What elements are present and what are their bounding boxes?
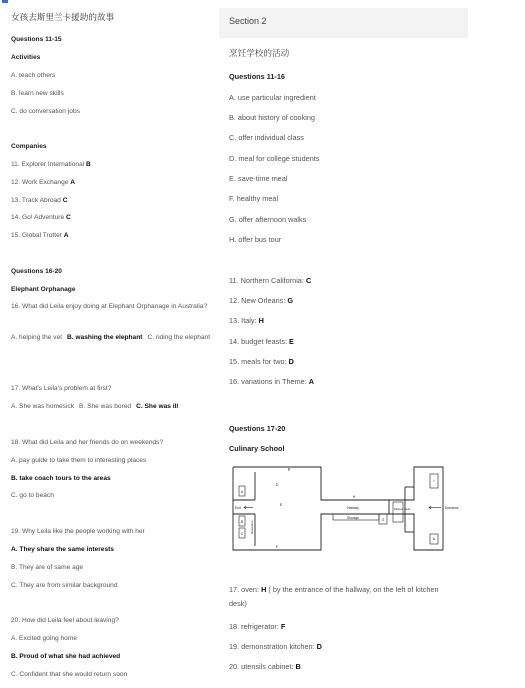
section-header: [219, 8, 468, 38]
map-letter-a: A: [240, 490, 244, 494]
option-item: B. about history of cooking: [229, 113, 315, 122]
q18-option: A. pay guide to take them to interesting places: [11, 457, 147, 464]
map-entrance-label: Entrance: [445, 506, 459, 510]
answer-item: 11. Northern California: C: [229, 276, 312, 285]
option-item: G. offer afternoon walks: [229, 215, 307, 224]
q11-16-heading: Questions 11-16: [229, 72, 285, 81]
q20-option: B. Proud of what she had achieved: [11, 653, 121, 660]
activity-item: A. teach others: [11, 72, 56, 79]
q16-options: A. helping the vet B. washing the elephant C. riding the elephant: [11, 334, 211, 341]
q18-answer: 18. refrigerator: F: [229, 622, 286, 631]
q18-option: B. take coach tours to the areas: [11, 475, 111, 482]
q19-option: C. They are from similar background: [11, 582, 118, 589]
map-letter-top: B: [287, 467, 291, 472]
culinary-school-floorplan: [229, 462, 461, 554]
answer-item: 13. Italy: H: [229, 316, 264, 325]
option-item: E. save-time meal: [229, 174, 288, 183]
companies-heading: Companies: [11, 143, 47, 150]
map-letter-bottom: A: [432, 537, 436, 541]
floorplan-walls: [233, 467, 443, 550]
q20-question: 20. How did Leila feel about leaving?: [11, 617, 119, 624]
answer-item: 16. variations in Theme: A: [229, 377, 315, 386]
activity-item: C. do conversation jobs: [11, 108, 80, 115]
q19-option: A. They share the same interests: [11, 546, 114, 553]
right-column: [219, 0, 519, 688]
q20-option: C. Confident that she would return soon: [11, 671, 128, 678]
q16-question: 16. What did Leila enjoy doing at Elephant Orphanage in Australia?: [11, 303, 208, 310]
map-hallway-label: Hallway: [347, 506, 359, 510]
cn-title: 烹饪学校的活动: [229, 48, 290, 58]
orphanage-heading: Elephant Orphanage: [11, 286, 76, 293]
map-kitchen-desk-label: Kitchen desk: [394, 507, 411, 511]
map-letter-c: C: [240, 532, 244, 536]
map-letter-h: H: [352, 495, 356, 499]
company-item: 11. Explorer International B: [11, 161, 91, 168]
activities-heading: Activities: [11, 54, 41, 61]
option-item: C. offer individual class: [229, 133, 304, 142]
company-item: 12. Work Exchange A: [11, 179, 76, 186]
q18-option: C. go to beach: [11, 492, 54, 499]
map-letter-b: B: [240, 520, 244, 524]
answer-item: 12. New Orleans: G: [229, 296, 294, 305]
section-title: Section 2: [229, 16, 267, 26]
q20-option: A. Excited going home: [11, 635, 77, 642]
map-letter-f: F: [275, 545, 279, 549]
company-item: 13. Track Abroad C: [11, 197, 68, 204]
option-item: H. offer bus tour: [229, 235, 282, 244]
page-title: 女孩去斯里兰卡援助的故事: [11, 12, 115, 22]
q17-question: 17. What's Leila's problem at first?: [11, 385, 112, 392]
company-item: 14. Go! Adventure C: [11, 214, 71, 221]
q16-20-heading: Questions 16-20: [11, 268, 62, 275]
q17-answer: 17. oven: H ( by the entrance of the hallway, on the left of kitchen desk): [229, 585, 439, 608]
q19-answer: 19. demonstration kitchen: D: [229, 642, 322, 651]
q19-option: B. They are of same age: [11, 564, 84, 571]
map-arrows: [244, 506, 441, 509]
q11-15-heading: Questions 11-15: [11, 36, 62, 43]
map-letter-g: G: [381, 518, 385, 522]
left-column: [0, 0, 212, 688]
map-letter-e: E: [279, 503, 283, 507]
map-storage-label: Storage: [347, 516, 359, 520]
map-reception-label: Reception: [250, 520, 254, 534]
culinary-heading: Culinary School: [229, 444, 285, 453]
option-item: A. use particular ingredient: [229, 93, 316, 102]
company-item: 15. Global Trotter A: [11, 232, 69, 239]
q19-question: 19. Why Leila like the people working with her: [11, 528, 145, 535]
map-exit-label: Exit: [235, 506, 241, 510]
q20-answer: 20. utensils cabinet: B: [229, 662, 301, 671]
map-letter-i: I: [433, 479, 435, 483]
q18-question: 18. What did Leila and her friends do on weekends?: [11, 439, 164, 446]
answer-item: 14. budget feasts: E: [229, 337, 294, 346]
option-item: F. healthy meal: [229, 194, 279, 203]
answer-item: 15. meals for two: D: [229, 357, 294, 366]
q17-20-heading: Questions 17-20: [229, 424, 286, 433]
activity-item: B. learn new skills: [11, 90, 64, 97]
q17-options: A. She was homesick B. She was bored C. She was ill: [11, 403, 179, 410]
map-letter-d: D: [275, 483, 279, 487]
option-item: D. meal for college students: [229, 154, 320, 163]
